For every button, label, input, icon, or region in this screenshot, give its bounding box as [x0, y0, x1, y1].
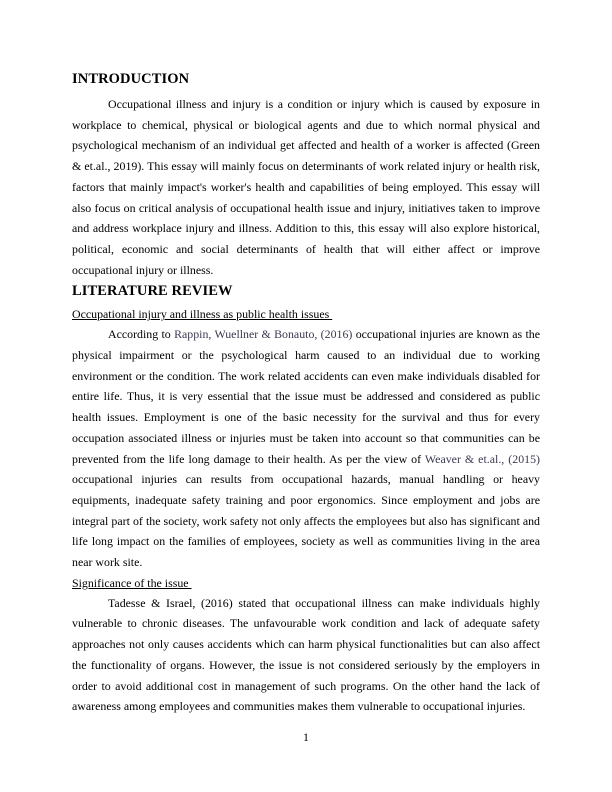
public-health-paragraph	[72, 324, 540, 572]
citation-rappin: Rappin, Wuellner & Bonauto, (2016)	[174, 327, 353, 342]
introduction-paragraph: Occupational illness and injury is a condition or injury which is caused by exposure in workplace to chemical, physical or biological agents and due to which normal physical and psychological mechanism of an individual get affected and health of a worker is affected (Green & et.al., 2019). This essay will mainly focus on determinants of work related injury or health risk, factors that mainly impact's worker's health and capabilities of being employed. This essay will also focus on critical analysis of occupational health issue and injury, initiatives taken to improve and address workplace injury and illness. Addition to this, this essay will also explore historical, political, economic and social determinants of health that will either affect or improve occupational injury or illness.	[72, 97, 540, 277]
page-number: 1	[303, 730, 309, 744]
paragraph-text: occupational injuries can results from occupational hazards, manual handling or heavy equipments, inadequate safety training and poor ergonomics. Since employment and jobs are integral part of the society, work safety not only affects the employees but also has significant and life long impact on the families of employees, society as well as communities living in the area near work site.	[72, 472, 540, 570]
introduction-heading: INTRODUCTION	[72, 71, 190, 87]
document-page	[72, 70, 540, 717]
section-subheading-public-health: Occupational injury and illness as public health issues	[72, 307, 333, 322]
paragraph-text: According to	[108, 327, 175, 342]
section-subheading-significance: Significance of the issue	[72, 575, 192, 590]
citation-weaver: Weaver & et.al., (2015)	[424, 451, 540, 466]
significance-paragraph: Tadesse & Israel, (2016) stated that occupational illness can make individuals highly vulnerable to chronic diseases. The unfavourable work condition and lack of adequate safety approaches not only causes accidents which can harm physical functionalities but can also affect the functionality of organs. However, the issue is not considered seriously by the employers in order to avoid additional cost in management of such programs. On the other hand the lack of awareness among employees and communities makes them vulnerable to occupational injuries.	[72, 595, 540, 714]
paragraph-text: occupational injuries are known as the physical impairment or the psychological harm caused to an individual due to working environment or the condition. The work related accidents can even make individuals disabled for entire life. Thus, it is very essential that the issue must be addressed and considered as public health issues. Employment is one of the basic necessity for the survival and thus for every occupation associated illness or injuries must be taken into account so that communities can be prevented from the life long damage to their health. As per the view of	[72, 327, 540, 466]
literature-review-heading: LITERATURE REVIEW	[72, 283, 233, 300]
